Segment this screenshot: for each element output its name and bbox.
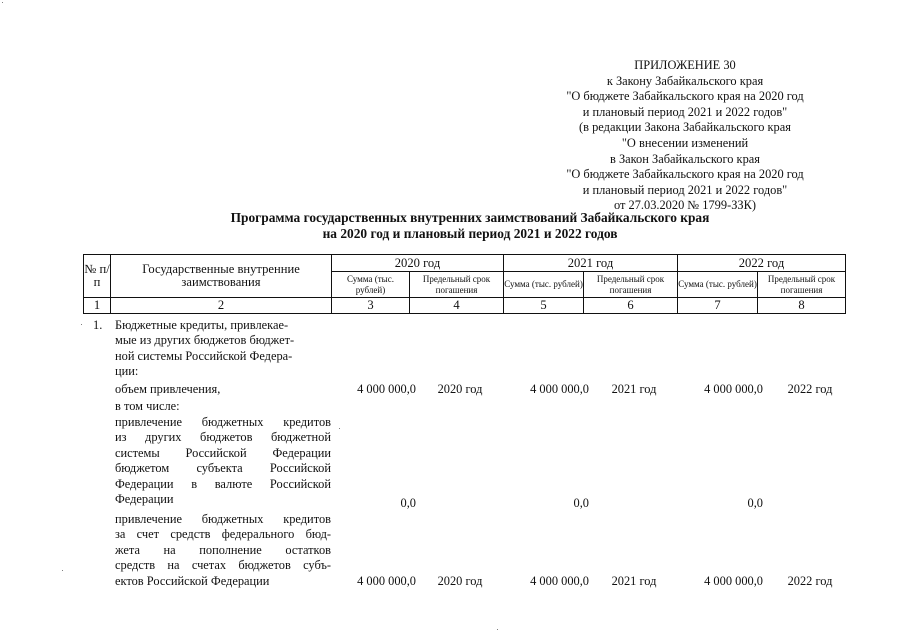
header-term: Предельный срок погашения — [410, 272, 504, 298]
currency-text-line: из других бюджетов бюджетной — [115, 430, 331, 445]
appendix-line: к Закону Забайкальского края — [606, 73, 764, 88]
federal-term-2022: 2022 год — [787, 574, 833, 588]
col-number: 2 — [111, 298, 332, 314]
federal-text-line: средств на счетах бюджетов субъ- — [115, 558, 331, 573]
federal-term-2021: 2021 год — [611, 574, 657, 588]
currency-text-line: привлечение бюджетных кредитов — [115, 415, 331, 429]
scan-speck — [339, 428, 340, 429]
header-num: № п/п — [84, 255, 111, 298]
header-year-2022: 2022 год — [678, 255, 846, 272]
appendix-line: от 27.03.2020 № 1799-ЗЗК) — [613, 198, 757, 213]
section-text-line: ции: — [115, 364, 139, 379]
appendix-line: и плановый период 2021 и 2022 годов" — [582, 182, 788, 197]
appendix-line: (в редакции Закона Забайкальского края — [579, 120, 791, 135]
currency-text-line: бюджетом субъекта Российской — [115, 461, 331, 476]
currency-text-line: Федерации в валюте Российской — [115, 476, 331, 491]
col-number: 4 — [410, 298, 504, 314]
federal-text — [115, 512, 331, 589]
header-term: Предельный срок погашения — [584, 272, 678, 298]
header-sum: Сумма (тыс. рублей) — [332, 272, 410, 298]
volume-term-2022: 2022 год — [787, 382, 833, 396]
volume-label: объем привлечения, — [115, 382, 221, 396]
header-year-2021: 2021 год — [504, 255, 678, 272]
header-sum: Сумма (тыс. рублей) — [678, 272, 758, 298]
col-number: 7 — [678, 298, 758, 314]
federal-text-line: ектов Российской Федерации — [115, 573, 270, 588]
header-term: Предельный срок погашения — [758, 272, 846, 298]
currency-value-2021: 0,0 — [573, 496, 589, 510]
appendix-line: "О бюджете Забайкальского края на 2020 год — [566, 167, 804, 182]
appendix-title: ПРИЛОЖЕНИЕ 30 — [634, 58, 736, 72]
section-text-line: ной системы Российской Федера- — [115, 348, 293, 363]
volume-value-2022: 4 000 000,0 — [704, 382, 763, 396]
appendix-line: в Закон Забайкальского края — [610, 151, 760, 166]
document-title — [150, 210, 790, 241]
col-number: 8 — [758, 298, 846, 314]
header-name: Государственные внутренние заимствования — [111, 255, 332, 298]
borrowings-table-header — [83, 254, 846, 314]
appendix-line: "О бюджете Забайкальского края на 2020 год — [566, 89, 804, 104]
col-number: 3 — [332, 298, 410, 314]
federal-value-2020: 4 000 000,0 — [357, 574, 416, 588]
federal-text-line: за счет средств федерального бюд- — [115, 527, 331, 542]
currency-text-line: Федерации — [115, 492, 174, 507]
appendix-line: "О внесении изменений — [621, 135, 749, 150]
including-label: в том числе: — [115, 399, 180, 413]
federal-text-line: жета на пополнение остатков — [115, 542, 331, 557]
col-number: 6 — [584, 298, 678, 314]
scan-speck — [2, 2, 3, 3]
currency-value-2020: 0,0 — [400, 496, 416, 510]
volume-term-2021: 2021 год — [611, 382, 657, 396]
federal-term-2020: 2020 год — [437, 574, 483, 588]
volume-value-2021: 4 000 000,0 — [530, 382, 589, 396]
federal-value-2021: 4 000 000,0 — [530, 574, 589, 588]
appendix-header — [540, 58, 830, 214]
currency-text — [115, 415, 331, 507]
scan-speck — [81, 324, 82, 325]
col-number: 5 — [504, 298, 584, 314]
federal-value-2022: 4 000 000,0 — [704, 574, 763, 588]
section-text-line: Бюджетные кредиты, привлекае- — [115, 318, 289, 332]
header-year-2020: 2020 год — [332, 255, 504, 272]
scan-speck — [62, 570, 63, 571]
header-sum: Сумма (тыс. рублей) — [504, 272, 584, 298]
volume-value-2020: 4 000 000,0 — [357, 382, 416, 396]
appendix-line: и плановый период 2021 и 2022 годов" — [582, 104, 788, 119]
currency-value-2022: 0,0 — [747, 496, 763, 510]
section-text-line: мые из других бюджетов бюджет- — [115, 333, 295, 348]
scan-speck — [497, 629, 498, 630]
federal-text-line: привлечение бюджетных кредитов — [115, 512, 331, 526]
document-title-line2: на 2020 год и плановый период 2021 и 2022 годов — [322, 225, 618, 241]
volume-term-2020: 2020 год — [437, 382, 483, 396]
currency-text-line: системы Российской Федерации — [115, 445, 331, 460]
col-number: 1 — [84, 298, 111, 314]
section-number: 1. — [93, 318, 103, 332]
section-text — [115, 318, 331, 380]
document-title-line1: Программа государственных внутренних заимствований Забайкальского края — [230, 210, 710, 225]
